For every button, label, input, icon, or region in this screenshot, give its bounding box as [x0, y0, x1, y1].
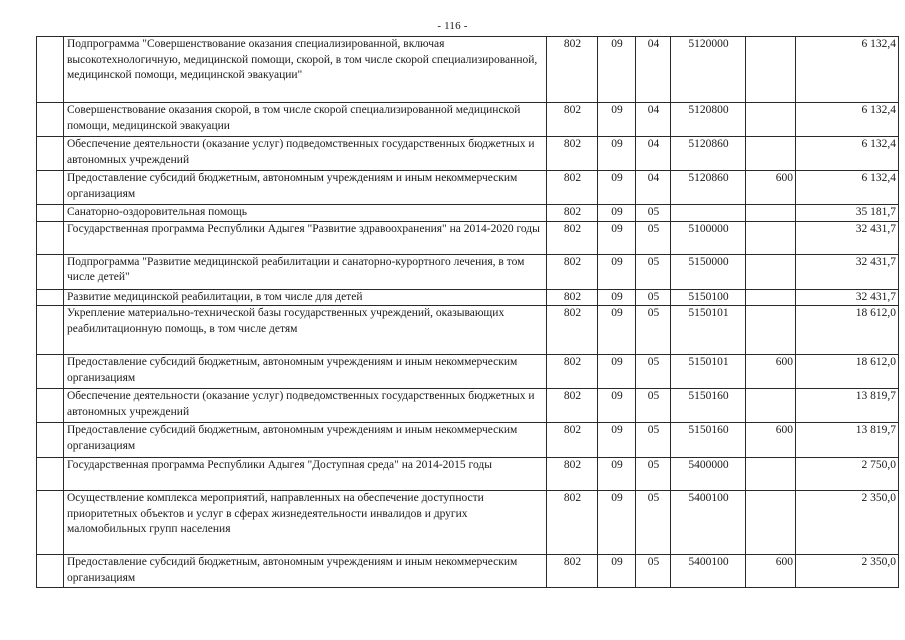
amount: 6 132,4	[796, 171, 899, 205]
expense-type-code	[746, 289, 796, 306]
amount: 2 350,0	[796, 555, 899, 588]
table-row	[37, 37, 899, 103]
item-name: Государственная программа Республики Адыгея "Развитие здравоохранения" на 2014-2020 годы	[64, 221, 547, 254]
section-code: 09	[598, 103, 636, 137]
table-row	[37, 355, 899, 389]
target-item-code: 5120800	[671, 103, 746, 137]
budget-table	[36, 36, 899, 588]
expense-type-code: 600	[746, 171, 796, 205]
section-code: 09	[598, 555, 636, 588]
row-marker-cell	[37, 306, 64, 355]
amount: 2 350,0	[796, 491, 899, 555]
expense-type-code	[746, 458, 796, 491]
item-name: Обеспечение деятельности (оказание услуг) подведомственных государственных бюджетных и автономных учреждений	[64, 137, 547, 171]
row-marker-cell	[37, 458, 64, 491]
item-name: Обеспечение деятельности (оказание услуг) подведомственных государственных бюджетных и автономных учреждений	[64, 389, 547, 423]
section-code: 09	[598, 423, 636, 458]
item-name: Развитие медицинской реабилитации, в том числе для детей	[64, 289, 547, 306]
row-marker-cell	[37, 355, 64, 389]
item-name: Санаторно-оздоровительная помощь	[64, 205, 547, 222]
ministry-code: 802	[547, 555, 598, 588]
amount: 18 612,0	[796, 306, 899, 355]
amount: 35 181,7	[796, 205, 899, 222]
item-name: Предоставление субсидий бюджетным, автономным учреждениям и иным некоммерческим организациям	[64, 555, 547, 588]
ministry-code: 802	[547, 254, 598, 289]
ministry-code: 802	[547, 458, 598, 491]
target-item-code: 5120000	[671, 37, 746, 103]
item-name: Совершенствование оказания скорой, в том числе скорой специализированной медицинской помощи, медицинской эвакуации	[64, 103, 547, 137]
section-code: 09	[598, 137, 636, 171]
ministry-code: 802	[547, 355, 598, 389]
ministry-code: 802	[547, 171, 598, 205]
table-row	[37, 103, 899, 137]
subsection-code: 05	[636, 389, 671, 423]
row-marker-cell	[37, 205, 64, 222]
row-marker-cell	[37, 491, 64, 555]
subsection-code: 05	[636, 423, 671, 458]
row-marker-cell	[37, 423, 64, 458]
target-item-code: 5400100	[671, 491, 746, 555]
target-item-code: 5400000	[671, 458, 746, 491]
target-item-code	[671, 205, 746, 222]
target-item-code: 5150100	[671, 289, 746, 306]
expense-type-code	[746, 221, 796, 254]
ministry-code: 802	[547, 137, 598, 171]
section-code: 09	[598, 254, 636, 289]
row-marker-cell	[37, 389, 64, 423]
row-marker-cell	[37, 103, 64, 137]
amount: 6 132,4	[796, 103, 899, 137]
row-marker-cell	[37, 171, 64, 205]
amount: 6 132,4	[796, 37, 899, 103]
item-name: Подпрограмма "Совершенствование оказания специализированной, включая высокотехнологичную, медицинской помощи, скорой, в том числе скорой специализированной, медицинской помощи, медицинской эвакуации"	[64, 37, 547, 103]
row-marker-cell	[37, 254, 64, 289]
item-name: Подпрограмма "Развитие медицинской реабилитации и санаторно-курортного лечения, в том числе детей"	[64, 254, 547, 289]
table-body	[37, 37, 899, 588]
expense-type-code: 600	[746, 355, 796, 389]
row-marker-cell	[37, 289, 64, 306]
table-row	[37, 137, 899, 171]
table-row	[37, 171, 899, 205]
item-name: Укрепление материально-технической базы государственных учреждений, оказывающих реабилитационную помощь, в том числе детям	[64, 306, 547, 355]
expense-type-code: 600	[746, 423, 796, 458]
subsection-code: 05	[636, 458, 671, 491]
target-item-code: 5150000	[671, 254, 746, 289]
amount: 18 612,0	[796, 355, 899, 389]
table-row	[37, 389, 899, 423]
expense-type-code	[746, 389, 796, 423]
amount: 6 132,4	[796, 137, 899, 171]
target-item-code: 5150101	[671, 306, 746, 355]
target-item-code: 5400100	[671, 555, 746, 588]
amount: 13 819,7	[796, 389, 899, 423]
table-row	[37, 555, 899, 588]
ministry-code: 802	[547, 491, 598, 555]
subsection-code: 05	[636, 289, 671, 306]
table-row	[37, 491, 899, 555]
table-row	[37, 221, 899, 254]
item-name: Государственная программа Республики Адыгея "Доступная среда" на 2014-2015 годы	[64, 458, 547, 491]
target-item-code: 5120860	[671, 137, 746, 171]
section-code: 09	[598, 355, 636, 389]
subsection-code: 04	[636, 37, 671, 103]
ministry-code: 802	[547, 389, 598, 423]
table-row	[37, 254, 899, 289]
subsection-code: 05	[636, 306, 671, 355]
expense-type-code	[746, 205, 796, 222]
subsection-code: 04	[636, 171, 671, 205]
table-row	[37, 205, 899, 222]
subsection-code: 05	[636, 205, 671, 222]
amount: 2 750,0	[796, 458, 899, 491]
section-code: 09	[598, 171, 636, 205]
ministry-code: 802	[547, 306, 598, 355]
row-marker-cell	[37, 221, 64, 254]
section-code: 09	[598, 289, 636, 306]
target-item-code: 5120860	[671, 171, 746, 205]
target-item-code: 5150160	[671, 423, 746, 458]
expense-type-code	[746, 37, 796, 103]
amount: 32 431,7	[796, 289, 899, 306]
row-marker-cell	[37, 37, 64, 103]
expense-type-code	[746, 103, 796, 137]
expense-type-code	[746, 491, 796, 555]
ministry-code: 802	[547, 205, 598, 222]
expense-type-code	[746, 306, 796, 355]
expense-type-code	[746, 254, 796, 289]
item-name: Предоставление субсидий бюджетным, автономным учреждениям и иным некоммерческим организациям	[64, 355, 547, 389]
item-name: Предоставление субсидий бюджетным, автономным учреждениям и иным некоммерческим организациям	[64, 423, 547, 458]
section-code: 09	[598, 389, 636, 423]
target-item-code: 5150160	[671, 389, 746, 423]
amount: 13 819,7	[796, 423, 899, 458]
subsection-code: 04	[636, 137, 671, 171]
subsection-code: 05	[636, 221, 671, 254]
expense-type-code	[746, 137, 796, 171]
table-row	[37, 289, 899, 306]
target-item-code: 5150101	[671, 355, 746, 389]
table-row	[37, 423, 899, 458]
table-row	[37, 306, 899, 355]
section-code: 09	[598, 37, 636, 103]
ministry-code: 802	[547, 37, 598, 103]
ministry-code: 802	[547, 221, 598, 254]
subsection-code: 04	[636, 103, 671, 137]
section-code: 09	[598, 458, 636, 491]
subsection-code: 05	[636, 555, 671, 588]
section-code: 09	[598, 205, 636, 222]
section-code: 09	[598, 491, 636, 555]
subsection-code: 05	[636, 355, 671, 389]
section-code: 09	[598, 306, 636, 355]
amount: 32 431,7	[796, 254, 899, 289]
section-code: 09	[598, 221, 636, 254]
target-item-code: 5100000	[671, 221, 746, 254]
item-name: Осуществление комплекса мероприятий, направленных на обеспечение доступности приоритетных объектов и услуг в сферах жизнедеятельности инвалидов и других маломобильных групп населения	[64, 491, 547, 555]
row-marker-cell	[37, 137, 64, 171]
subsection-code: 05	[636, 491, 671, 555]
subsection-code: 05	[636, 254, 671, 289]
ministry-code: 802	[547, 423, 598, 458]
ministry-code: 802	[547, 289, 598, 306]
expense-type-code: 600	[746, 555, 796, 588]
item-name: Предоставление субсидий бюджетным, автономным учреждениям и иным некоммерческим организациям	[64, 171, 547, 205]
amount: 32 431,7	[796, 221, 899, 254]
table-row	[37, 458, 899, 491]
page-number: - 116 -	[437, 20, 468, 32]
ministry-code: 802	[547, 103, 598, 137]
row-marker-cell	[37, 555, 64, 588]
